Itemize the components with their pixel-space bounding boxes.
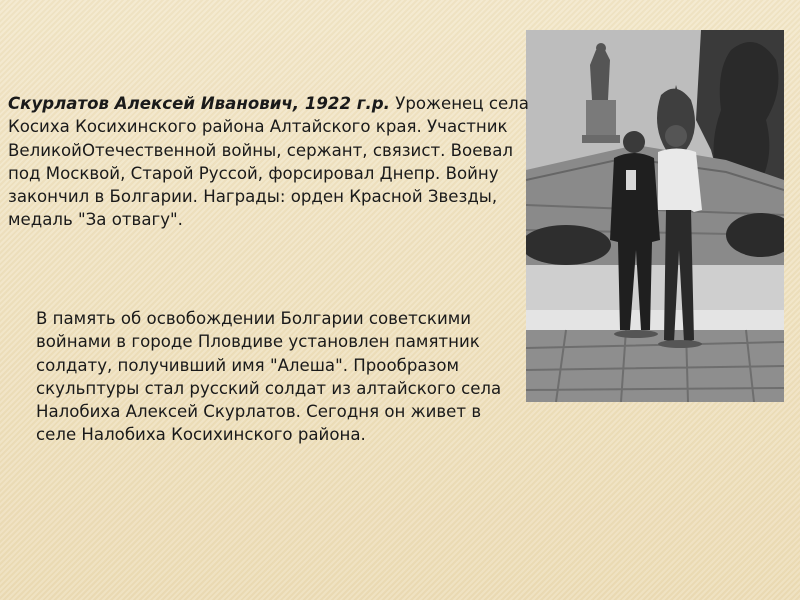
memorial-paragraph: В память об освобождении Болгарии советскими войнами в городе Пловдиве установлен памятник солдату, получивший имя "Алеша". Прообразом скульптуры стал русский солдат из алтайского села Налобиха Алексей Скурлатов. Сегодня он живет в селе Налобиха Косихинского района. [36,309,502,445]
bio-text: Уроженец села Косиха Косихинского района Алтайского края. Участник ВеликойОтечественной войны, сержант, связист. Воевал под Москвой, Старой Руссой, форсировал Днепр. Войну закончил в Болгарии. Награды: орден Красной Звезды, медаль "За отвагу". [8,94,529,230]
historical-photo [526,30,784,402]
person-name: Скурлатов Алексей Иванович, 1922 г.р. [8,94,390,113]
photo-illustration [526,30,784,402]
bio-paragraph [8,92,548,232]
